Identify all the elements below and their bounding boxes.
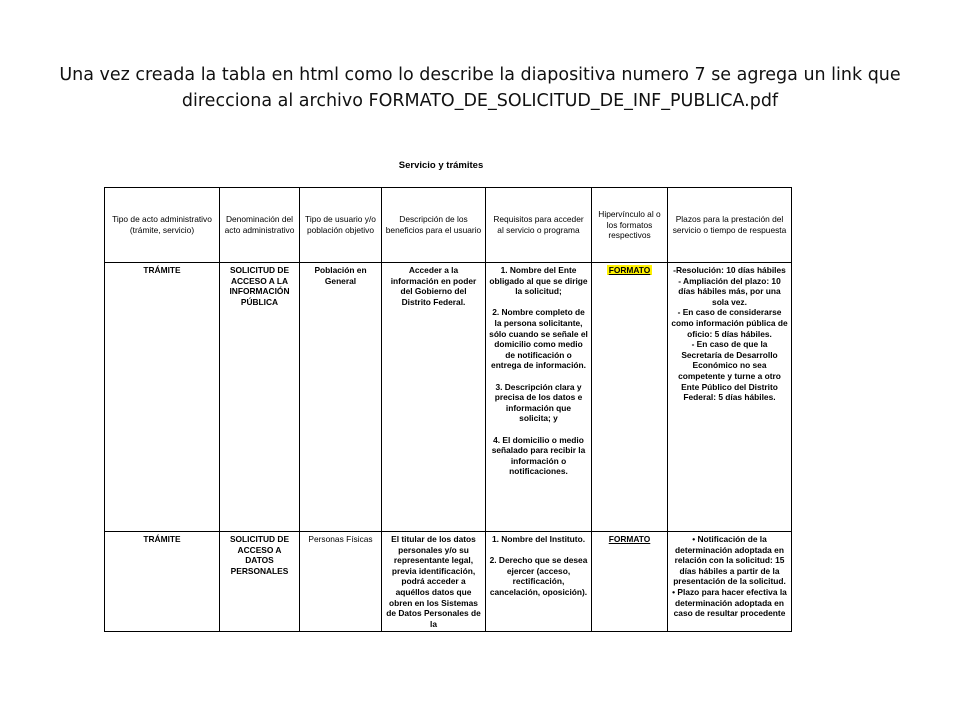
- column-header-denominacion: Denominación del acto administrativo: [220, 188, 300, 263]
- column-header-usuario: Tipo de usuario y/o población objetivo: [300, 188, 382, 263]
- column-header-plazos: Plazos para la prestación del servicio o tiempo de respuesta: [668, 188, 792, 263]
- plazo-item: - Ampliación del plazo: 10 días hábiles más, por una sola vez.: [678, 275, 781, 307]
- table-header-row: [105, 188, 792, 263]
- cell-denominacion: SOLICITUD DE ACCESO A DATOS PERSONALES: [220, 532, 300, 632]
- column-header-tipo: Tipo de acto administrativo (trámite, servicio): [105, 188, 220, 263]
- requisito-item: 2. Nombre completo de la persona solicitante, sólo cuando se señale el domicilio como medio de notificación o entrega de información.: [489, 307, 588, 371]
- requisito-item: 3. Descripción clara y precisa de los datos e información que solicita; y: [494, 381, 583, 424]
- requisito-item: 1. Nombre del Ente obligado al que se dirige la solicitud;: [489, 265, 588, 297]
- table-row: [105, 263, 792, 532]
- cell-usuario: Personas Físicas: [300, 532, 382, 632]
- plazo-item: • Notificación de la determinación adoptada en relación con la solicitud: 15 días hábiles a partir de la presentación de la solicitud.: [673, 534, 786, 587]
- plazo-item: - En caso de considerarse como información pública de oficio: 5 días hábiles.: [671, 307, 788, 339]
- cell-plazos: [668, 263, 792, 532]
- cell-tipo: TRÁMITE: [105, 263, 220, 532]
- cell-descripcion: El titular de los datos personales y/o su representante legal, previa identificación, podrá acceder a aquéllos datos que obren en los Sistemas de Datos Personales de la: [382, 532, 486, 632]
- plazo-item: • Plazo para hacer efectiva la determinación adoptada en caso de resultar procedente: [672, 586, 787, 619]
- column-header-descripcion: Descripción de los beneficios para el usuario: [382, 188, 486, 263]
- table-heading: Servicio y trámites: [398, 160, 484, 171]
- cell-hipervinculo: [592, 532, 668, 632]
- cell-hipervinculo: [592, 263, 668, 532]
- table-row: [105, 532, 792, 632]
- cell-descripcion: Acceder a la información en poder del Gobierno del Distrito Federal.: [382, 263, 486, 532]
- cell-denominacion: SOLICITUD DE ACCESO A LA INFORMACIÓN PÚBLICA: [220, 263, 300, 532]
- services-table: [104, 187, 792, 632]
- formato-link[interactable]: FORMATO: [608, 265, 651, 275]
- cell-requisitos: [486, 263, 592, 532]
- requisito-item: 4. El domicilio o medio señalado para recibir la información o notificaciones.: [491, 434, 586, 477]
- column-header-requisitos: Requisitos para acceder al servicio o programa: [486, 188, 592, 263]
- slide-title: Una vez creada la tabla en html como lo describe la diapositiva numero 7 se agrega un link que direcciona al archivo FORMATO_DE_SOLICITUD_DE_INF_PUBLICA.pdf: [59, 65, 901, 111]
- plazo-item: -Resolución: 10 días hábiles: [673, 265, 786, 275]
- formato-link[interactable]: FORMATO: [608, 534, 651, 544]
- cell-tipo: TRÁMITE: [105, 532, 220, 632]
- cell-requisitos: [486, 532, 592, 632]
- column-header-hipervinculo: Hipervínculo al o los formatos respectivos: [592, 188, 668, 263]
- cell-usuario: Población en General: [300, 263, 382, 532]
- requisito-item: 1. Nombre del Instituto.: [491, 534, 586, 544]
- cell-plazos: [668, 532, 792, 632]
- requisito-item: 2. Derecho que se desea ejercer (acceso, rectificación, cancelación, oposición).: [489, 555, 588, 597]
- plazo-item: - En caso de que la Secretaría de Desarrollo Económico no sea competente y turne a otro Ente Público del Distrito Federal: 5 días hábiles.: [678, 339, 781, 403]
